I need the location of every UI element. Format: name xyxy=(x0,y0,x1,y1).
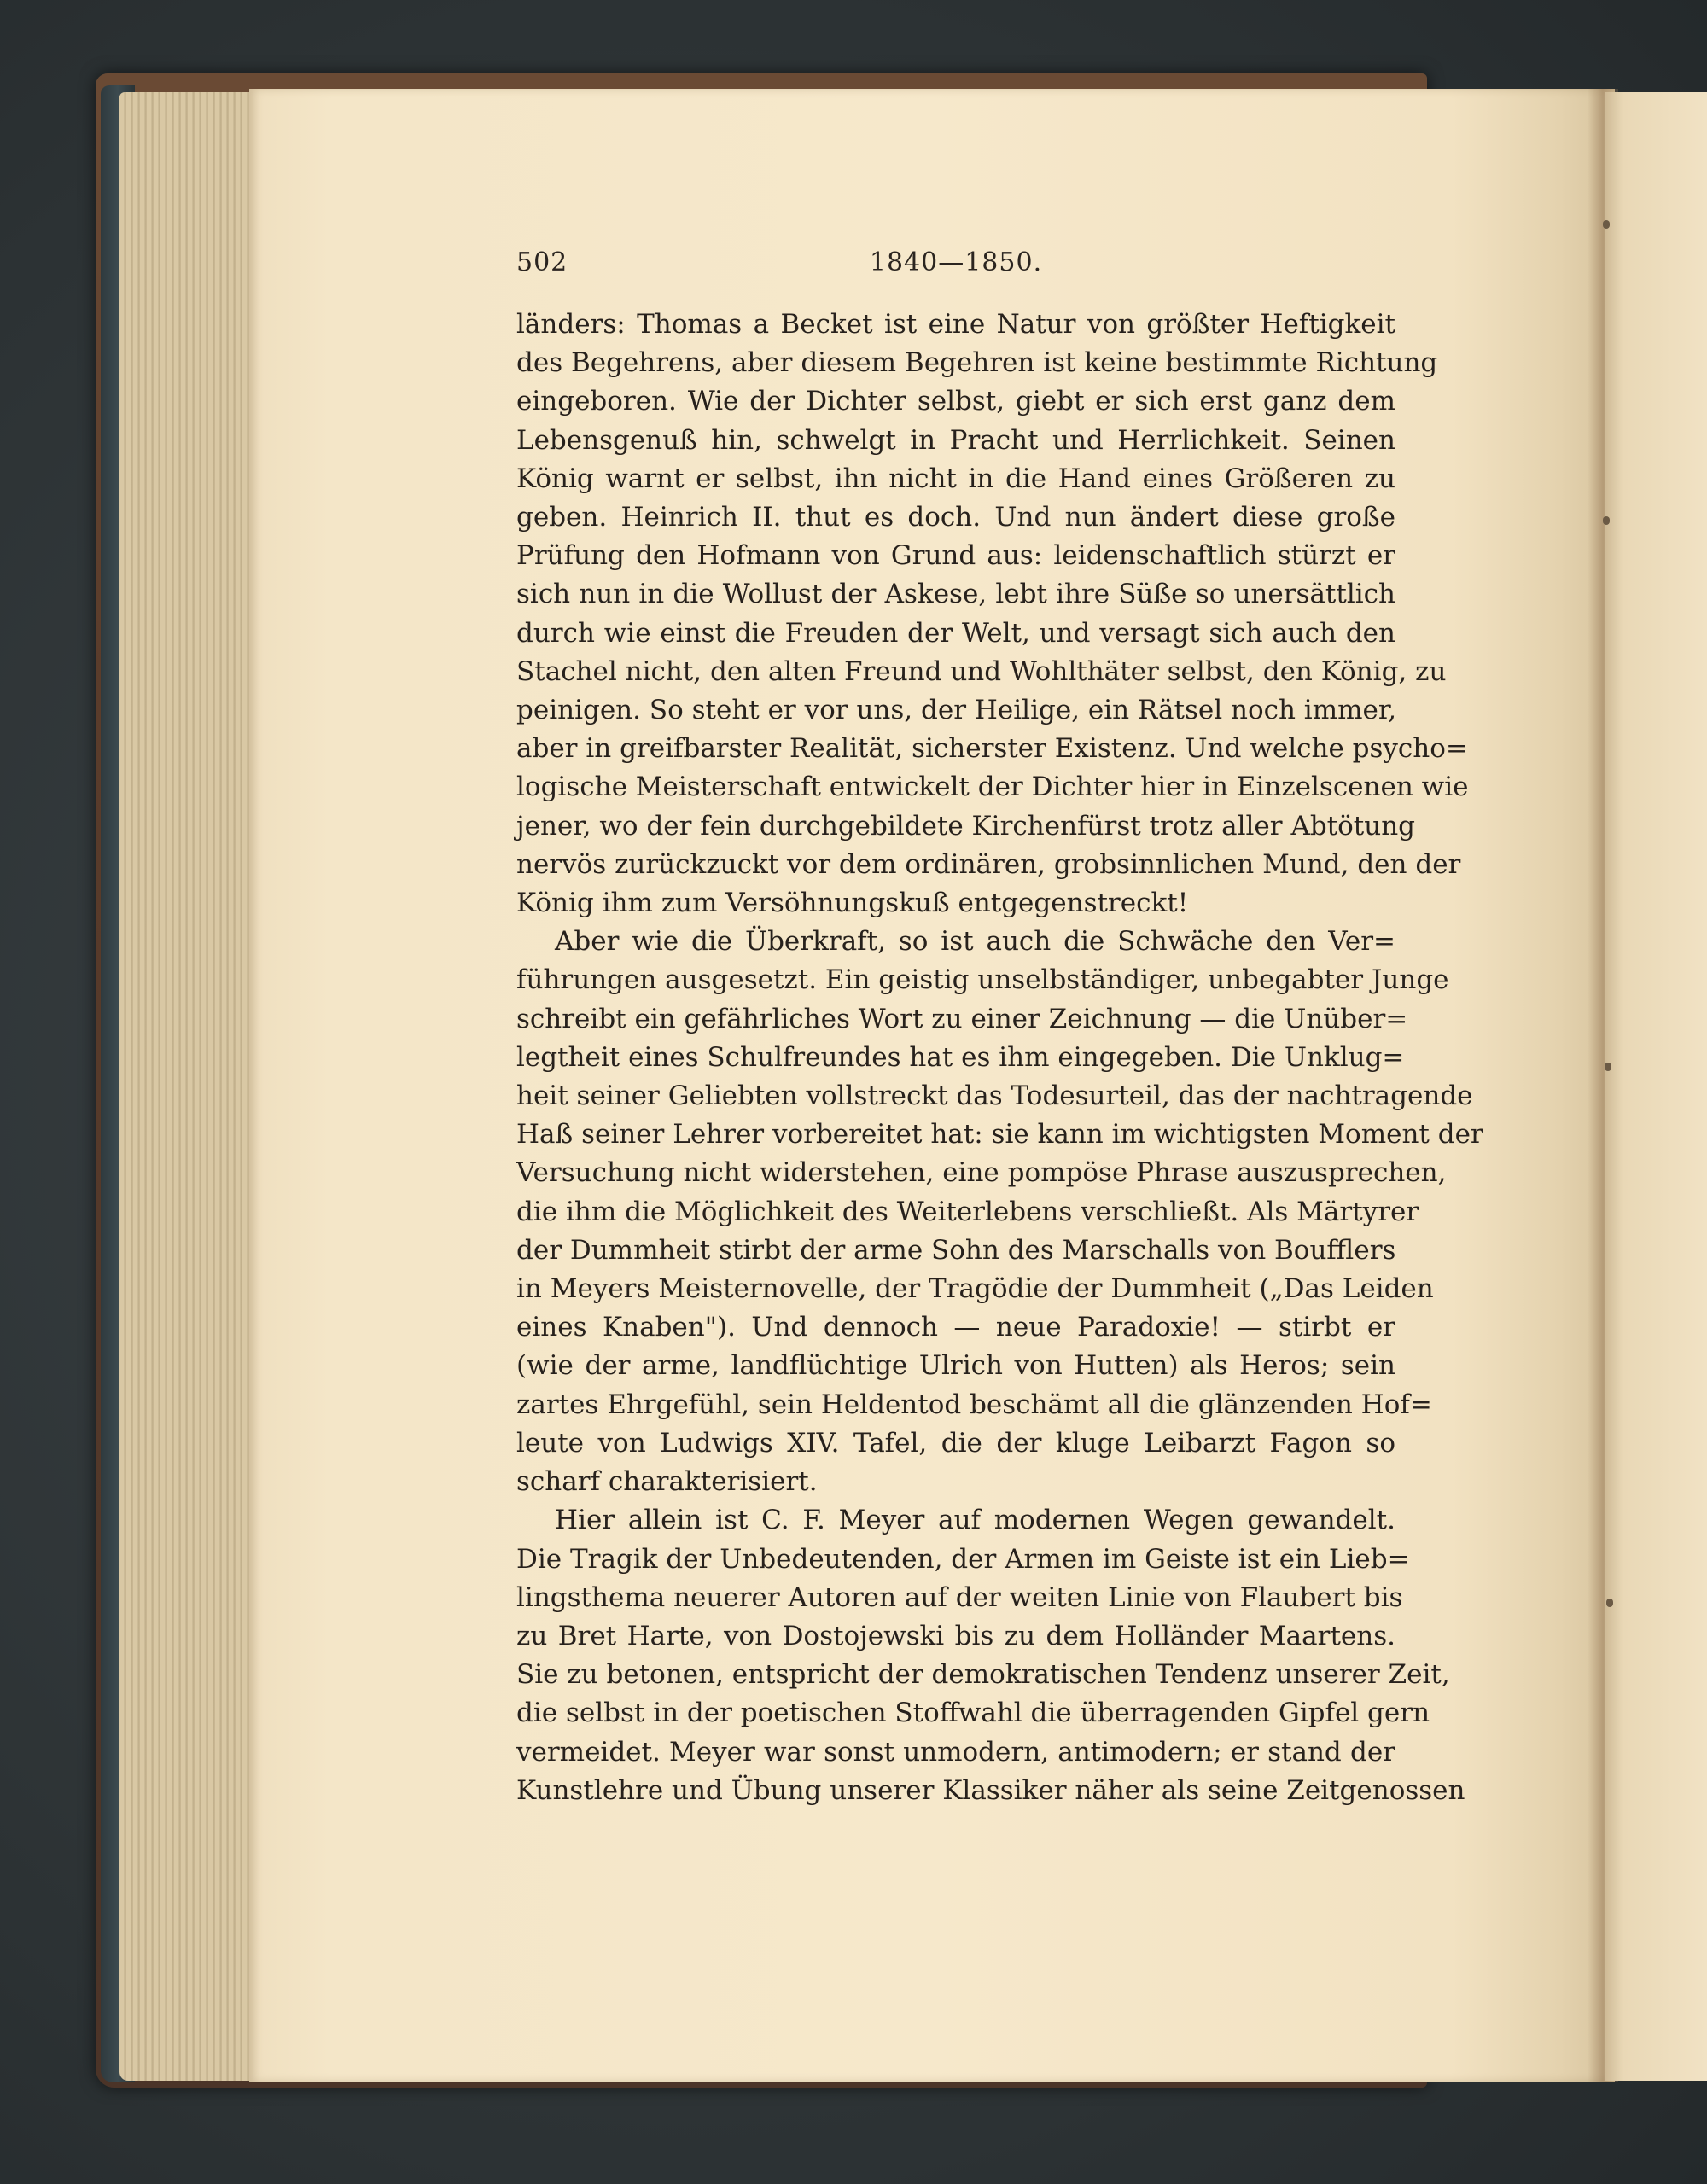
text-line: Sie zu betonen, entspricht der demokratischen Tendenz unserer Zeit, xyxy=(516,1659,1450,1691)
text-line: Lebensgenuß hin, schwelgt in Pracht und Herrlichkeit. Seinen xyxy=(516,424,1395,456)
paragraph xyxy=(516,306,1469,923)
text-line: sich nun in die Wollust der Askese, lebt ihre Süße so unersättlich xyxy=(516,579,1395,610)
body-text xyxy=(516,306,1483,1810)
text-line: nervös zurückzuckt vor dem ordinären, grobsinnlichen Mund, den der xyxy=(516,848,1461,880)
text-line: zu Bret Harte, von Dostojewski bis zu dem Holländer Maartens. xyxy=(516,1620,1395,1651)
binding-stitch xyxy=(1603,220,1610,229)
text-line: König warnt er selbst, ihn nicht in die Hand eines Größeren zu xyxy=(516,463,1395,494)
paragraph xyxy=(516,923,1483,1501)
text-line: die ihm die Möglichkeit des Weiterlebens verschließt. Als Märtyrer xyxy=(516,1196,1419,1227)
binding-stitch xyxy=(1606,1599,1613,1607)
text-line: in Meyers Meisternovelle, der Tragödie der Dummheit („Das Leiden xyxy=(516,1273,1434,1305)
binding-stitch xyxy=(1605,1063,1611,1071)
text-line: schreibt ein gefährliches Wort zu einer Zeichnung — die Unüber= xyxy=(516,1003,1408,1034)
text-line: führungen ausgesetzt. Ein geistig unselbständiger, unbegabter Junge xyxy=(516,964,1449,996)
text-line: Kunstlehre und Übung unserer Klassiker näher als seine Zeitgenossen xyxy=(516,1774,1465,1806)
text-line: eingeboren. Wie der Dichter selbst, giebt er sich erst ganz dem xyxy=(516,386,1395,417)
text-line: Hier allein ist C. F. Meyer auf modernen Wegen gewandelt. xyxy=(555,1505,1395,1536)
text-line: Aber wie die Überkraft, so ist auch die Schwäche den Ver= xyxy=(555,926,1395,958)
text-line: des Begehrens, aber diesem Begehren ist keine bestimmte Richtung xyxy=(516,347,1438,379)
binding-stitch xyxy=(1603,516,1610,525)
text-line: die selbst in der poetischen Stoffwahl die überragenden Gipfel gern xyxy=(516,1698,1430,1729)
text-line: König ihm zum Versöhnungskuß entgegenstreckt! xyxy=(516,888,1189,919)
text-line: durch wie einst die Freuden der Welt, und versagt sich auch den xyxy=(516,617,1395,649)
text-line: Stachel nicht, den alten Freund und Wohlthäter selbst, den König, zu xyxy=(516,655,1447,687)
text-line: peinigen. So steht er vor uns, der Heilige, ein Rätsel noch immer, xyxy=(516,695,1397,726)
text-line: Die Tragik der Unbedeutenden, der Armen im Geiste ist ein Lieb= xyxy=(516,1543,1410,1575)
text-line: scharf charakterisiert. xyxy=(516,1466,818,1498)
text-line: geben. Heinrich II. thut es doch. Und nun ändert diese große xyxy=(516,502,1395,533)
text-line: Versuchung nicht widerstehen, eine pompöse Phrase auszusprechen, xyxy=(516,1157,1447,1189)
text-line: aber in greifbarster Realität, sicherster Existenz. Und welche psycho= xyxy=(516,733,1468,765)
text-line: legtheit eines Schulfreundes hat es ihm eingegeben. Die Unklug= xyxy=(516,1041,1405,1073)
text-line: länders: Thomas a Becket ist eine Natur von größter Heftigkeit xyxy=(516,309,1395,340)
text-line: eines Knaben"). Und dennoch — neue Paradoxie! — stirbt er xyxy=(516,1312,1395,1343)
text-line: Prüfung den Hofmann von Grund aus: leidenschaftlich stürzt er xyxy=(516,540,1395,572)
text-line: (wie der arme, landflüchtige Ulrich von Hutten) als Heros; sein xyxy=(516,1350,1395,1382)
page-stack xyxy=(119,92,265,2081)
text-line: zartes Ehrgefühl, sein Heldentod beschämt all die glänzenden Hof= xyxy=(516,1389,1432,1420)
facing-page-edge xyxy=(1605,92,1707,2081)
running-title: 1840—1850. xyxy=(869,248,1043,277)
text-line: leute von Ludwigs XIV. Tafel, die der kluge Leibarzt Fagon so xyxy=(516,1427,1395,1459)
paragraph xyxy=(516,1501,1465,1810)
text-line: der Dummheit stirbt der arme Sohn des Marschalls von Boufflers xyxy=(516,1234,1396,1266)
text-line: heit seiner Geliebten vollstreckt das Todesurteil, das der nachtragende xyxy=(516,1080,1473,1112)
text-line: jener, wo der fein durchgebildete Kirchenfürst trotz aller Abtötung xyxy=(516,810,1416,842)
text-line: lingsthema neuerer Autoren auf der weiten Linie von Flaubert bis xyxy=(516,1581,1403,1613)
text-line: Haß seiner Lehrer vorbereitet hat: sie kann im wichtigsten Moment der xyxy=(516,1119,1483,1150)
text-line: logische Meisterschaft entwickelt der Dichter hier in Einzelscenen wie xyxy=(516,772,1469,803)
running-head xyxy=(516,248,1395,290)
page-number: 502 xyxy=(516,248,568,277)
text-line: vermeidet. Meyer war sonst unmodern, antimodern; er stand der xyxy=(516,1736,1395,1768)
